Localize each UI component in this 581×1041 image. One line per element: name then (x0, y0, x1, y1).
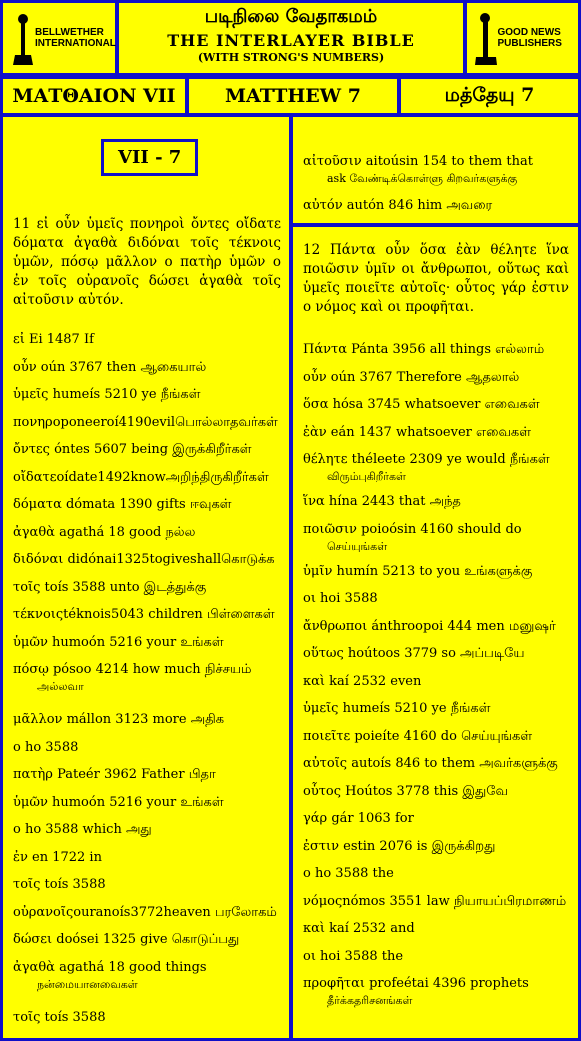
word-continuation: ask வேண்டிக்கொள்ளு கிறவர்களுக்கு (327, 172, 518, 185)
word-entry: οι hoi 3588 the (303, 949, 404, 964)
verse-11-text: 11 εἰ οὖν ὑμεῖς πονηροὶ ὄντες οἴδατε δόματα ἀγαθὰ διδόναι τοῖς τέκνοις ὑμῶν, πόσῳ μᾶλλον ο πατὴρ ὑμῶν ο ἐν τοῖς οὐρανοῖς δώσει ἀγαθὰ τοῖς αἰτοῦσιν αὐτόν. (13, 216, 281, 308)
word-entry: πόσῳ pósoo 4214 how much நிச்சயம் (13, 662, 252, 677)
word-row (303, 424, 573, 441)
word-entry: καὶ kaí 2532 even (303, 674, 422, 689)
word-entry: ἄνθρωποι ánthroopoi 444 men மனுஷர் (303, 619, 556, 634)
word-entry: οι hoi 3588 (303, 591, 378, 606)
book-tamil: மத்தேயு 7 (398, 76, 581, 116)
word-entry: ο ho 3588 which அது (13, 822, 152, 837)
word-entry: ὑμεῖς humeís 5210 ye நீங்கள் (13, 387, 201, 402)
word-row (13, 634, 288, 651)
word-row (303, 810, 573, 827)
word-entry: τέκνοιςtéknois5043 children பிள்ளைகள் (13, 607, 275, 622)
word-row (303, 673, 573, 690)
verse-12-text: 12 Πάντα οὖν ὅσα ἐὰν θέλητε ἵνα ποιῶσιν ὑμῖν οι ἄνθρωποι, οὕτως καὶ ὑμεῖς ποιεῖτε αὐτοῖς· οὗτος γάρ ἐστιν ο νόμος καὶ οι προφῆται. (303, 242, 569, 315)
word-row (303, 563, 573, 580)
word-entry: προφῆται profeétai 4396 prophets (303, 976, 529, 991)
word-row (13, 524, 288, 541)
logo-left-text: BELLWETHER INTERNATIONAL (35, 27, 116, 49)
word-row (13, 386, 288, 403)
word-row (303, 975, 573, 1009)
word-entry: τοῖς toís 3588 (13, 1010, 106, 1025)
word-row (303, 341, 573, 358)
word-continuation: அல்லவா (37, 680, 84, 693)
word-entry: οἴδατεoídate1492knowஅறிந்திருகிறீர்கள் (13, 470, 269, 485)
word-entry: νόμοςnómos 3551 law நியாயப்பிரமாணம் (303, 894, 567, 909)
word-continuation: செய்யுங்கள் (327, 540, 388, 553)
word-entry: αὐτοῖς autoís 846 to them அவர்களுக்கு (303, 756, 558, 771)
word-row (13, 821, 288, 838)
word-row (13, 959, 288, 993)
word-entry: ποιῶσιν poioósin 4160 should do (303, 522, 522, 537)
word-entry: οὖν oún 3767 Therefore ஆதலால் (303, 370, 520, 385)
word-row (13, 904, 288, 921)
word-row (303, 521, 573, 555)
word-entry: δόματα dómata 1390 gifts ஈவுகள் (13, 497, 232, 512)
verse-11-words (13, 331, 288, 1025)
word-entry: ὑμεῖς humeís 5210 ye நீங்கள் (303, 701, 491, 716)
chapter-label: VII - 7 (101, 139, 198, 176)
word-entry: εἰ Ei 1487 If (13, 332, 94, 347)
word-entry: οὕτως hoútoos 3779 so அப்படியே (303, 646, 525, 661)
word-row (303, 369, 573, 386)
word-entry: δώσει doósei 1325 give கொடுப்பது (13, 932, 240, 947)
word-row (303, 153, 573, 187)
word-row (303, 728, 573, 745)
word-continuation: நன்மையானவைகள் (37, 978, 138, 991)
word-entry: οὖν oún 3767 then ஆகையால் (13, 360, 207, 375)
word-entry: ο ho 3588 the (303, 866, 394, 881)
word-row (13, 606, 288, 623)
logo-left (0, 0, 118, 76)
word-row (13, 931, 288, 948)
word-row (303, 893, 573, 910)
word-row (13, 766, 288, 783)
word-entry: τοῖς toís 3588 unto இடத்துக்கு (13, 580, 207, 595)
word-row (13, 849, 288, 866)
word-row (303, 755, 573, 772)
logo-right (464, 0, 581, 76)
bellwether-icon (13, 13, 33, 67)
word-entry: Πάντα Pánta 3956 all things எல்லாம் (303, 342, 545, 357)
word-entry: ἐστιν estin 2076 is இருக்கிறது (303, 839, 496, 854)
word-entry: ἀγαθὰ agathá 18 good things (13, 960, 207, 975)
english-title: THE INTERLAYER BIBLE (167, 31, 415, 50)
subtitle: (WITH STRONG'S NUMBERS) (197, 51, 385, 64)
right-bottom (290, 224, 581, 1041)
word-row (13, 739, 288, 756)
word-entry: ἐὰν eán 1437 whatsoever எவைகள் (303, 425, 531, 440)
word-entry: ὅσα hósa 3745 whatsoever எவைகள் (303, 397, 540, 412)
book-greek: ΜΑΤΘΑΙΟΝ VII (0, 76, 188, 116)
word-row (13, 414, 288, 431)
word-row (13, 331, 288, 348)
word-row (303, 865, 573, 882)
word-entry: πονηροponeeroí4190evilபொல்லாதவர்கள் (13, 415, 278, 430)
word-entry: ἐν en 1722 in (13, 850, 102, 865)
word-entry: αὐτόν autón 846 him அவரை (303, 198, 493, 213)
word-row (303, 396, 573, 413)
logo-right-text: GOOD NEWS PUBLISHERS (497, 27, 562, 49)
word-entry: αἰτοῦσιν aitoúsin 154 to them that (303, 154, 533, 169)
word-entry: ὑμῶν humoón 5216 your உங்கள் (13, 795, 224, 810)
word-row (13, 441, 288, 458)
word-entry: οὐρανοῖςouranoís3772heaven பரலோகம் (13, 905, 277, 920)
word-row (13, 1009, 288, 1026)
word-entry: μᾶλλον mállon 3123 more அதிக (13, 712, 225, 727)
word-row (303, 783, 573, 800)
word-entry: ὑμῖν humín 5213 to you உங்களுக்கு (303, 564, 533, 579)
word-entry: ἀγαθὰ agathá 18 good நல்ல (13, 525, 196, 540)
word-row (13, 551, 288, 568)
word-row (13, 661, 288, 695)
word-entry: οὗτος Hoútos 3778 this இதுவே (303, 784, 508, 799)
word-entry: ὄντες óntes 5607 being இருக்கிறீர்கள் (13, 442, 252, 457)
verse-11-cont-words (303, 153, 573, 223)
tamil-title: படிநிலை வேதாகமம் (204, 6, 378, 27)
word-row (303, 493, 573, 510)
word-entry: διδόναι didónai1325togiveshallகொடுக்க (13, 552, 275, 567)
word-row (303, 948, 573, 965)
word-entry: ἵνα hína 2443 that அந்த (303, 494, 461, 509)
word-row (303, 645, 573, 662)
word-row (13, 794, 288, 811)
word-entry: θέλητε théleete 2309 ye would நீங்கள் (303, 452, 550, 467)
word-entry: ο ho 3588 (13, 740, 79, 755)
word-row (303, 838, 573, 855)
word-row (13, 711, 288, 728)
word-row (303, 197, 573, 214)
right-top (290, 114, 581, 226)
word-row (303, 618, 573, 635)
word-row (13, 496, 288, 513)
word-row (13, 359, 288, 376)
word-entry: πατὴρ Pateér 3962 Father பிதா (13, 767, 216, 782)
good-news-icon (475, 13, 497, 67)
word-entry: τοῖς toís 3588 (13, 877, 106, 892)
word-row (13, 579, 288, 596)
word-row (13, 876, 288, 893)
title-box (116, 0, 466, 76)
word-entry: ποιεῖτε poieíte 4160 do செய்யுங்கள் (303, 729, 533, 744)
word-continuation: விரும்புகிறீர்கள் (327, 470, 406, 483)
word-row (303, 451, 573, 485)
word-row (303, 700, 573, 717)
word-row (303, 590, 573, 607)
word-row (13, 469, 288, 486)
word-entry: γάρ gár 1063 for (303, 811, 414, 826)
book-english: MATTHEW 7 (186, 76, 400, 116)
verse-12-words (303, 341, 573, 1031)
word-entry: ὑμῶν humoón 5216 your உங்கள் (13, 635, 224, 650)
word-row (303, 920, 573, 937)
left-column (0, 114, 292, 1041)
word-entry: καὶ kaí 2532 and (303, 921, 415, 936)
word-continuation: தீர்க்கதரிசனங்கள் (327, 994, 413, 1007)
